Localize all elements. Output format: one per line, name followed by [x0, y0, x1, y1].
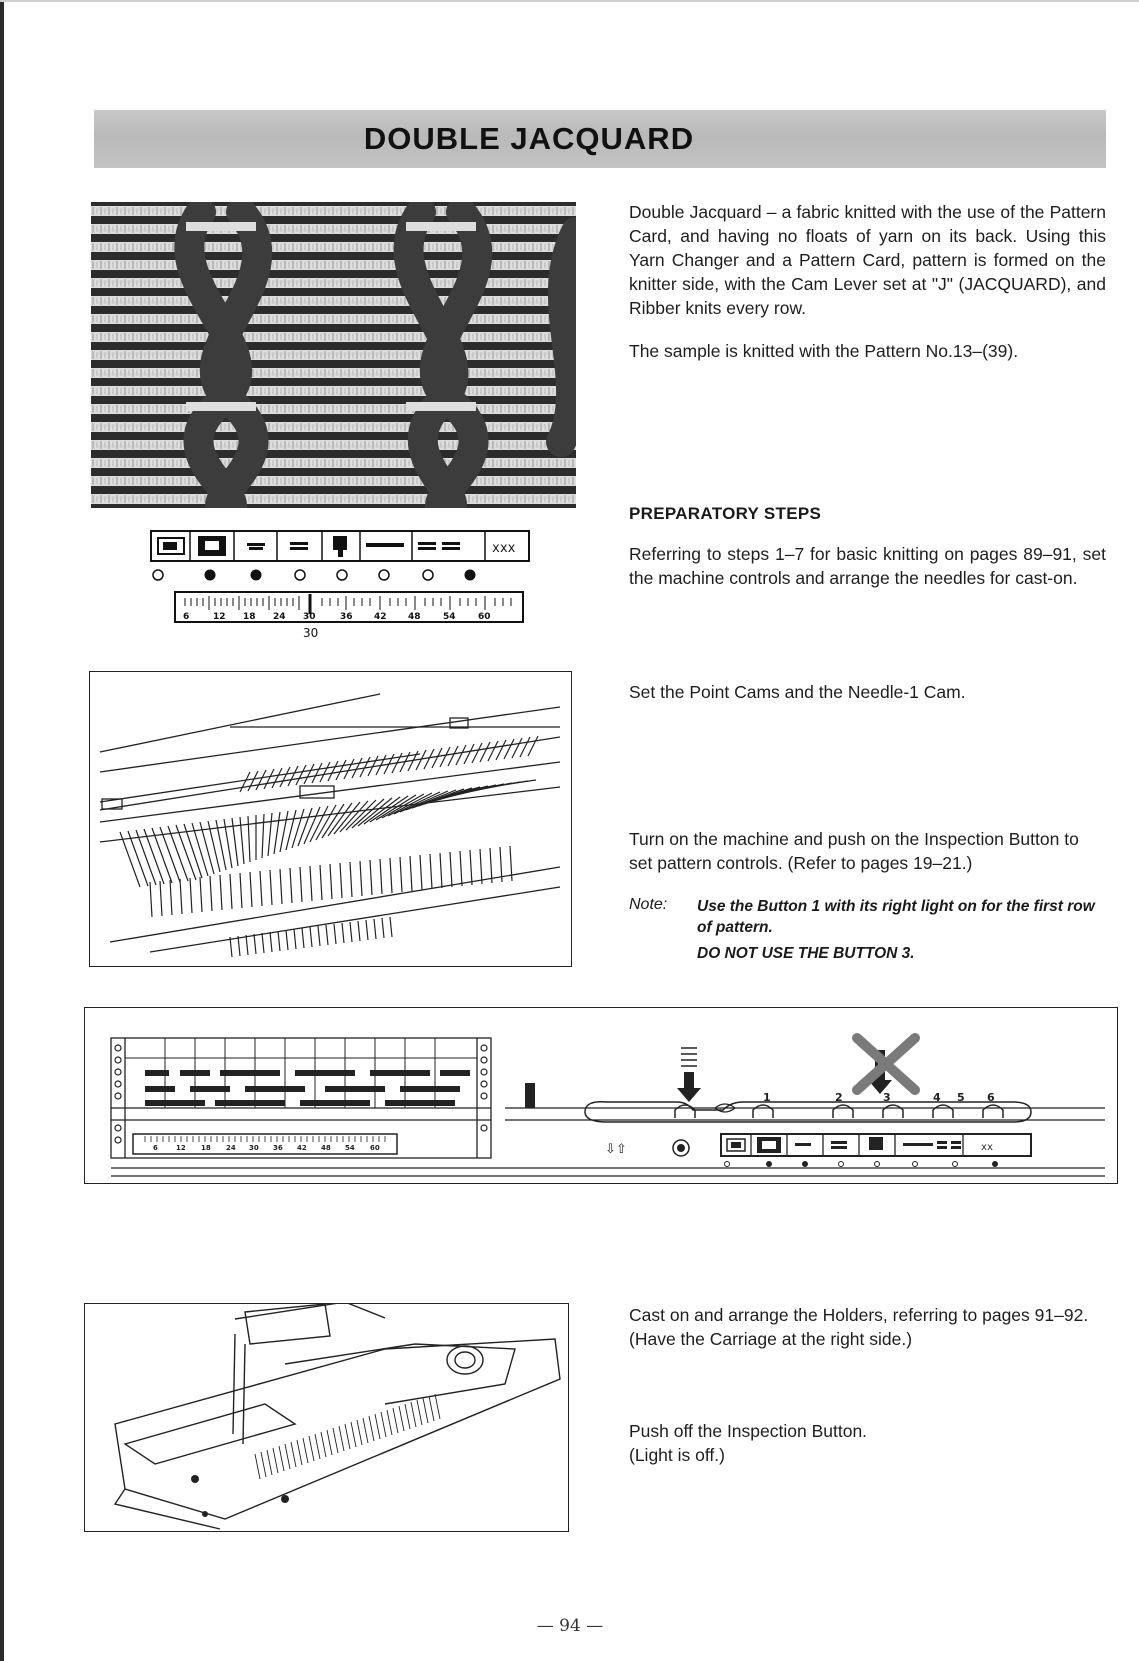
- fabric-sample-photo: [91, 202, 576, 508]
- note-label: Note:: [629, 896, 668, 913]
- light-4: [295, 570, 305, 580]
- note-text: Use the Button 1 with its right light on for the first row of pattern.: [697, 898, 1095, 936]
- scale-tick-label: 42: [374, 612, 387, 622]
- scale-tick-label: 54: [443, 612, 456, 622]
- page-title: DOUBLE JACQUARD: [363, 121, 695, 156]
- settings-panel-diagram: [150, 530, 530, 640]
- button-number-label: 2: [835, 1091, 843, 1104]
- svg-text:xxx: xxx: [492, 541, 516, 556]
- panel-scale-label: 48: [321, 1144, 331, 1152]
- step-4-text: Cast on and arrange the Holders, referring to pages 91–92. (Have the Carriage at the right side.): [629, 1305, 1089, 1349]
- preparatory-steps-heading: PREPARATORY STEPS: [629, 504, 822, 523]
- panel-scale-label: 24: [226, 1144, 236, 1152]
- sample-note: The sample is knitted with the Pattern No.13–(39).: [629, 341, 1019, 361]
- svg-text:⇩⇧: ⇩⇧: [605, 1142, 627, 1157]
- carriage-illustration: [84, 1303, 569, 1532]
- page-number: — 94 —: [536, 1616, 604, 1636]
- panel-scale-label: 54: [345, 1144, 355, 1152]
- button-number-label: 4: [933, 1091, 941, 1104]
- scale-tick-label: 18: [243, 612, 256, 622]
- scale-tick-label: 30: [303, 612, 316, 622]
- scale-tick-label: 60: [478, 612, 491, 622]
- svg-text:xx: xx: [981, 1142, 994, 1153]
- light-7: [423, 570, 433, 580]
- scale-tick-label: 36: [340, 612, 353, 622]
- light-1: [153, 570, 163, 580]
- step-2-text: Set the Point Cams and the Needle-1 Cam.: [629, 682, 966, 702]
- scale-tick-label: 12: [213, 612, 226, 622]
- light-5: [337, 570, 347, 580]
- scale-tick-label: 6: [183, 612, 190, 622]
- step-3-text: Turn on the machine and push on the Inspection Button to set pattern controls. (Refer to pages 19–21.): [629, 829, 1079, 873]
- page-top-edge: [0, 0, 1139, 2]
- intro-paragraph: Double Jacquard – a fabric knitted with the use of the Pattern Card, and having no floats of yarn on its back. Using this Yarn Changer and a Pattern Card, pattern is formed on the knitter side, with the Cam Lever set at "J" (JACQUARD), and Ribber knits every row.: [629, 202, 1106, 318]
- button-number-label: 3: [883, 1091, 891, 1104]
- page-left-edge: [0, 0, 4, 1661]
- panel-scale-label: 6: [153, 1144, 158, 1152]
- scale-marker-label: 30: [303, 626, 319, 640]
- panel-scale-label: 18: [201, 1144, 211, 1152]
- button-number-label: 1: [763, 1091, 771, 1104]
- note-warning: DO NOT USE THE BUTTON 3.: [697, 945, 915, 962]
- scale-tick-label: 48: [408, 612, 421, 622]
- button-number-label: 5: [957, 1091, 965, 1104]
- panel-scale-label: 60: [370, 1144, 380, 1152]
- step-5-line-2: (Light is off.): [629, 1445, 725, 1465]
- scale-tick-label: 24: [273, 612, 286, 622]
- light-6: [379, 570, 389, 580]
- step-1-text: Referring to steps 1–7 for basic knitting on pages 89–91, set the machine controls and arrange the needles for cast-on.: [629, 544, 1106, 588]
- panel-scale-label: 30: [249, 1144, 259, 1152]
- light-2: [205, 570, 216, 581]
- step-5-line-1: Push off the Inspection Button.: [629, 1421, 868, 1441]
- light-8: [465, 570, 476, 581]
- needle-bed-illustration: [89, 671, 572, 967]
- panel-scale-label: 42: [297, 1144, 307, 1152]
- panel-scale-label: 12: [176, 1144, 186, 1152]
- light-3: [251, 570, 262, 581]
- button-panel-illustration: [84, 1007, 1118, 1184]
- button-number-label: 6: [987, 1091, 995, 1104]
- panel-scale-label: 36: [273, 1144, 283, 1152]
